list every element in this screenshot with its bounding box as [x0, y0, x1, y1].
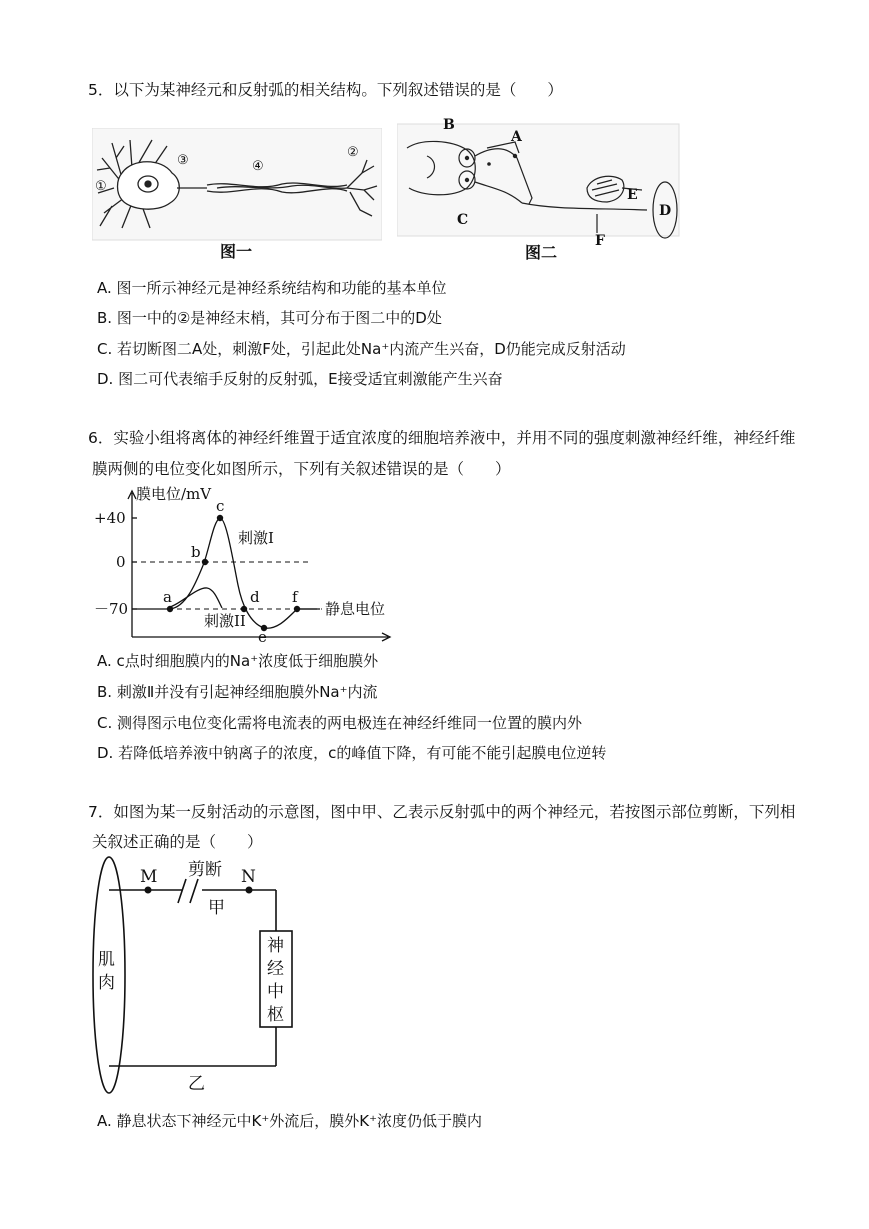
q5-option-b[interactable]: B. 图一中的②是神经末梢，其可分布于图二中的D处	[97, 309, 442, 327]
point-a: a	[163, 588, 172, 606]
graph-ylabel: 膜电位/mV	[136, 485, 212, 503]
tick-zero: 0	[116, 553, 126, 571]
label-m: M	[140, 867, 158, 887]
q6-stem-line1: 6．实验小组将离体的神经纤维置于适宜浓度的细胞培养液中，并用不同的强度刺激神经纤维，神经纤维	[88, 429, 796, 447]
fig2-caption: 图二	[525, 243, 558, 262]
point-c: c	[216, 497, 225, 515]
q5-option-a[interactable]: A. 图一所示神经元是神经系统结构和功能的基本单位	[97, 279, 447, 297]
label-n: N	[241, 867, 256, 887]
label-yi: 乙	[188, 1074, 205, 1094]
svg-text:①: ①	[95, 179, 107, 194]
svg-text:B: B	[443, 118, 455, 133]
label-cut: 剪断	[188, 860, 222, 880]
tick-minus70: －70	[94, 600, 129, 618]
center-char-2: 经	[267, 959, 284, 979]
q5-stem: 5．以下为某神经元和反射弧的相关结构。下列叙述错误的是（ ）	[88, 81, 563, 99]
q7-stem-line1: 7．如图为某一反射活动的示意图，图中甲、乙表示反射弧中的两个神经元，若按图示部位剪断，下列相	[88, 803, 796, 821]
q6-option-b[interactable]: B. 刺激Ⅱ并没有引起神经细胞膜外Na⁺内流	[97, 683, 378, 701]
q5-option-d[interactable]: D. 图二可代表缩手反射的反射弧，E接受适宜刺激能产生兴奋	[97, 370, 503, 388]
point-b: b	[191, 543, 201, 561]
svg-text:C: C	[457, 212, 469, 228]
svg-text:③: ③	[177, 153, 189, 168]
center-char-1: 神	[267, 936, 284, 956]
label-jia: 甲	[208, 898, 225, 918]
curve1-label: 刺激I	[238, 529, 274, 547]
muscle-char-2: 肉	[98, 973, 115, 993]
svg-text:D: D	[659, 203, 672, 219]
q5-option-c[interactable]: C. 若切断图二A处，刺激F处，引起此处Na⁺内流产生兴奋，D仍能完成反射活动	[97, 340, 626, 358]
point-e: e	[258, 628, 267, 645]
svg-text:④: ④	[252, 159, 264, 174]
fig1-caption: 图一	[220, 242, 253, 261]
center-char-4: 枢	[267, 1005, 284, 1025]
svg-text:A: A	[511, 129, 522, 145]
reflex-arc-figure	[397, 118, 687, 263]
reflex-diagram	[90, 855, 305, 1100]
center-char-3: 中	[267, 982, 284, 1002]
tick-plus40: +40	[94, 509, 126, 527]
neuron-figure	[92, 128, 382, 263]
point-d: d	[250, 588, 260, 606]
q6-option-d[interactable]: D. 若降低培养液中钠离子的浓度，c的峰值下降，有可能不能引起膜电位逆转	[97, 744, 607, 762]
q7-option-a[interactable]: A. 静息状态下神经元中K⁺外流后，膜外K⁺浓度仍低于膜内	[97, 1112, 483, 1130]
q6-stem-line2: 膜两侧的电位变化如图所示，下列有关叙述错误的是（ ）	[92, 460, 511, 478]
curve2-label: 刺激II	[204, 612, 246, 630]
svg-text:②: ②	[347, 145, 359, 160]
q6-option-c[interactable]: C. 测得图示电位变化需将电流表的两电极连在神经纤维同一位置的膜内外	[97, 714, 583, 732]
svg-text:F: F	[595, 233, 605, 249]
resting-label: 静息电位	[325, 600, 386, 618]
q7-stem-line2: 关叙述正确的是（ ）	[92, 833, 263, 851]
muscle-char-1: 肌	[98, 950, 115, 970]
q6-option-a[interactable]: A. c点时细胞膜内的Na⁺浓度低于细胞膜外	[97, 652, 379, 670]
point-f: f	[292, 588, 298, 606]
svg-text:E: E	[627, 187, 638, 203]
membrane-potential-graph	[92, 485, 402, 645]
